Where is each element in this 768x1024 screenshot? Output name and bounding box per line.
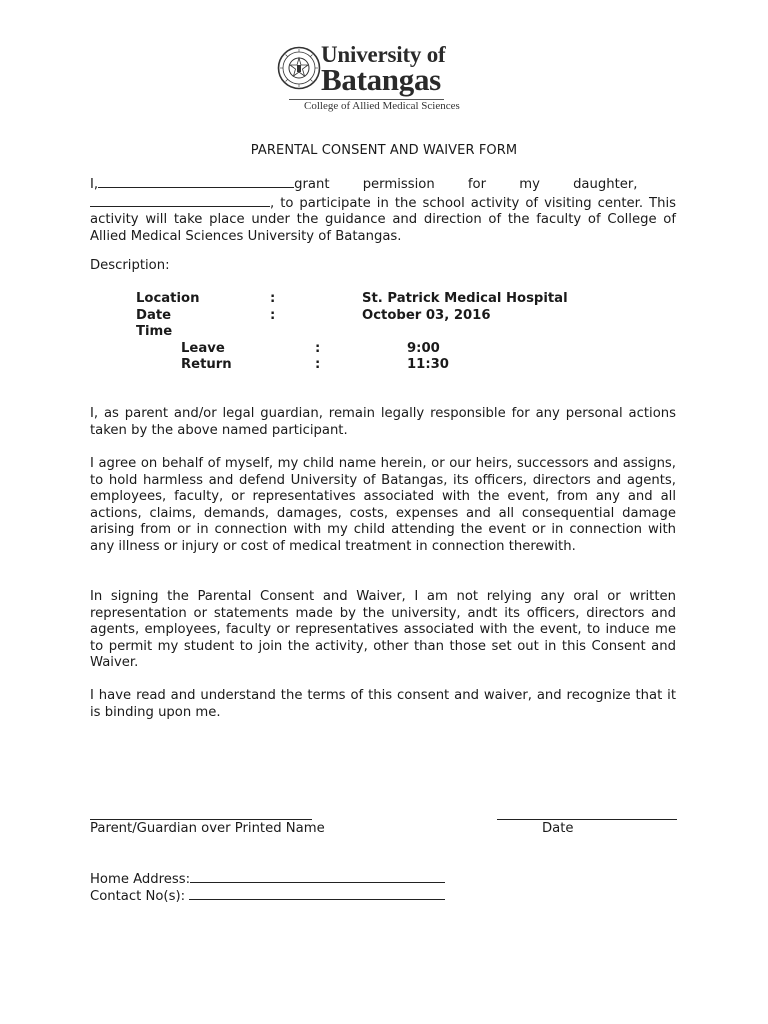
college-name: College of Allied Medical Sciences (304, 100, 460, 112)
date-value: October 03, 2016 (362, 308, 491, 323)
intro-paragraph (90, 175, 676, 245)
home-address-blank[interactable] (190, 870, 445, 883)
university-name-line1: University of (321, 42, 446, 67)
university-seal-icon (277, 46, 321, 90)
date-signature-label: Date (542, 821, 574, 836)
return-value: 11:30 (407, 357, 449, 372)
parent-name-blank[interactable] (98, 175, 294, 188)
intro-rest: , to participate in the school activity of visiting center. This activity will take place under the guidance and direction of the faculty of College of Allied Medical Sciences University of Batangas. (90, 195, 676, 244)
intro-grant: grant permission for my daughter, (294, 177, 638, 192)
parent-signature-line[interactable] (90, 819, 312, 820)
date-colon: : (270, 308, 276, 323)
university-name-line2: Batangas (321, 62, 441, 97)
return-label: Return (181, 357, 232, 372)
date-signature-line[interactable] (497, 819, 677, 820)
leave-colon: : (315, 341, 321, 356)
location-label: Location (136, 291, 200, 306)
parent-signature-label: Parent/Guardian over Printed Name (90, 821, 325, 836)
time-label: Time (136, 324, 173, 339)
location-value: St. Patrick Medical Hospital (362, 291, 568, 306)
responsibility-paragraph: I, as parent and/or legal guardian, remain legally responsible for any personal actions taken by the above named participant. (90, 406, 676, 438)
daughter-name-blank[interactable] (90, 194, 270, 207)
agreement-paragraph: I agree on behalf of myself, my child name herein, or our heirs, successors and assigns, to hold harmless and defend University of Batangas, its officers, directors and agents, employees, faculty, or representatives associated with the event, from any and all actions, claims, demands, damages, costs, expenses and all consequential damage arising from or in connection with my child attending the event or in connection with any illness or injury or cost of medical treatment in connection therewith. (90, 456, 676, 554)
contact-blank[interactable] (189, 887, 445, 900)
intro-start: I, (90, 177, 99, 192)
acknowledge-paragraph: I have read and understand the terms of this consent and waiver, and recognize that it is binding upon me. (90, 688, 676, 720)
university-logo (277, 42, 477, 118)
leave-value: 9:00 (407, 341, 440, 356)
home-address-row (90, 870, 445, 887)
contact-row (90, 887, 445, 904)
return-colon: : (315, 357, 321, 372)
leave-label: Leave (181, 341, 225, 356)
home-address-label: Home Address: (90, 872, 191, 887)
date-label: Date (136, 308, 172, 323)
location-colon: : (270, 291, 276, 306)
contact-label: Contact No(s): (90, 889, 190, 904)
form-title: PARENTAL CONSENT AND WAIVER FORM (250, 143, 518, 158)
signing-paragraph: In signing the Parental Consent and Waiver, I am not relying any oral or written representation or statements made by the university, andt its officers, directors and agents, employees, faculty or representatives associated with the event, to induce me to permit my student to join the activity, other than those set out in this Consent and Waiver. (90, 589, 676, 671)
description-label: Description: (90, 258, 170, 273)
